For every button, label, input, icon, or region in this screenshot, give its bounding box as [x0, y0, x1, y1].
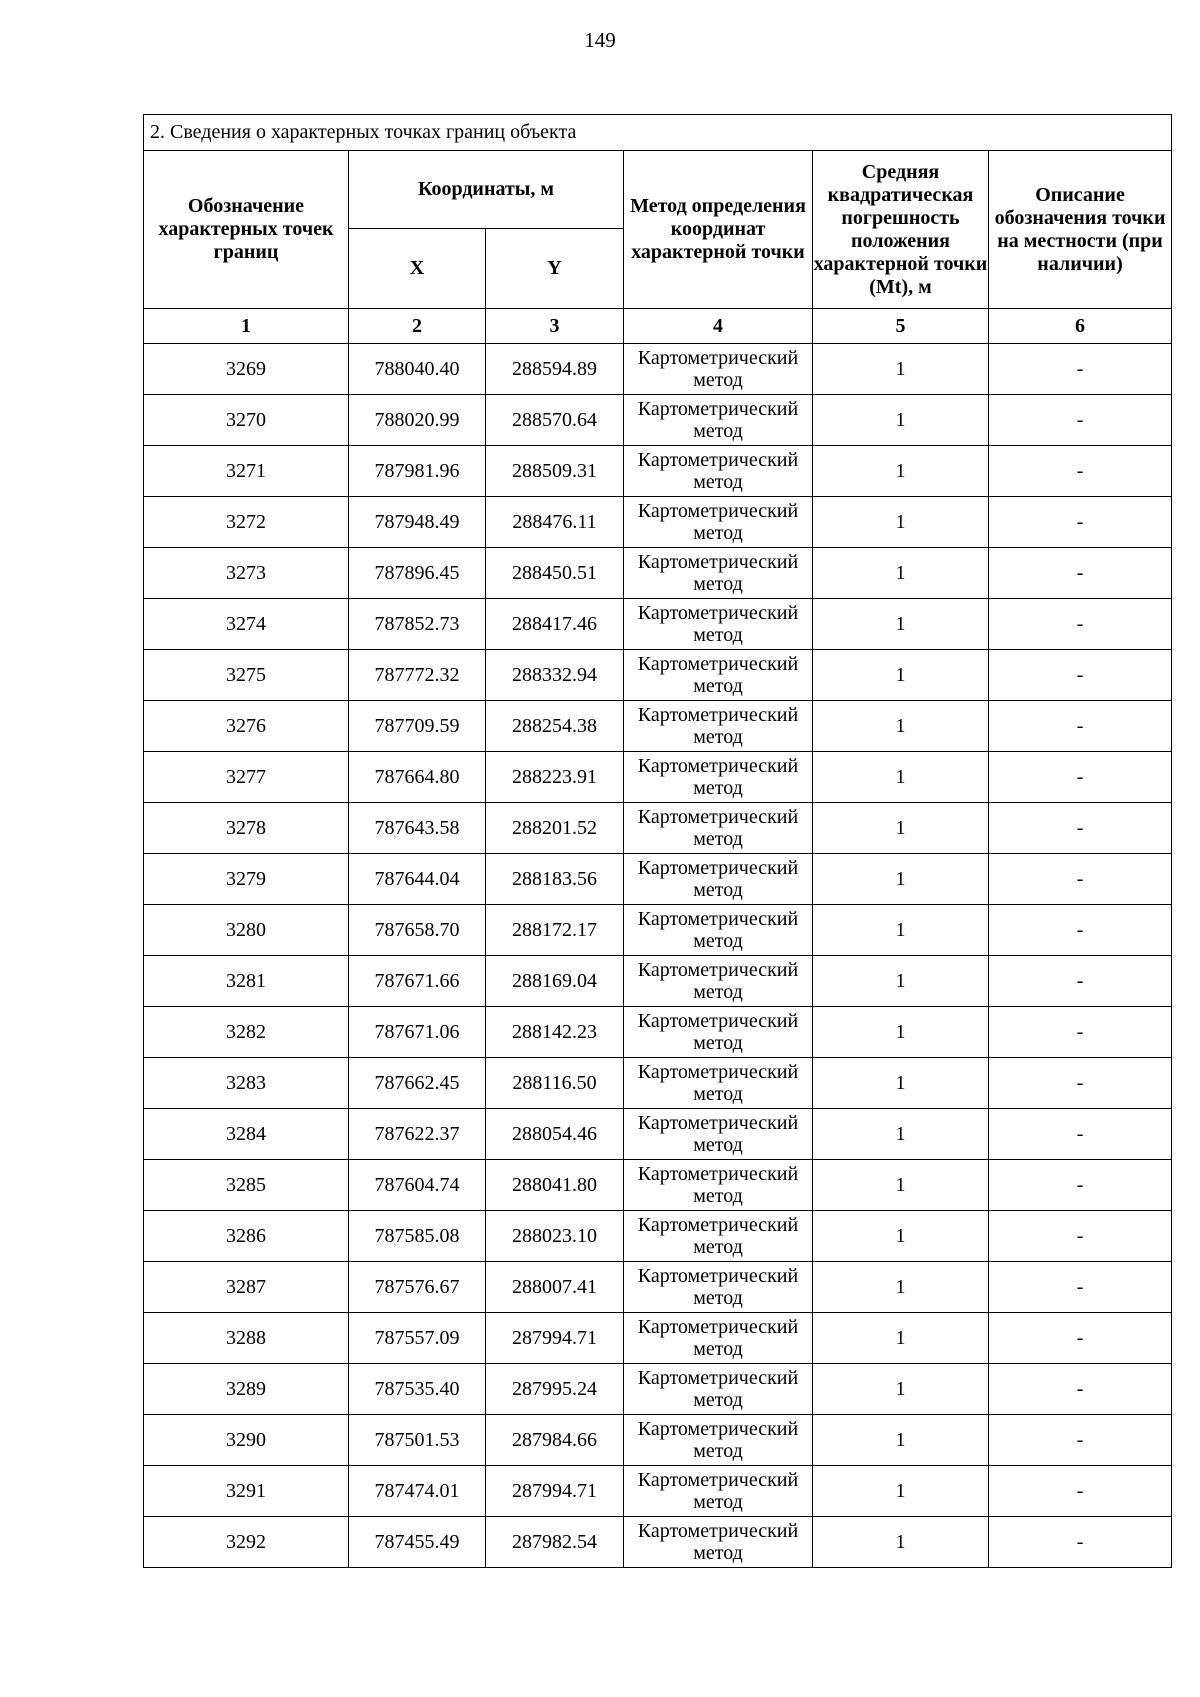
error-cell: 1 [813, 344, 989, 395]
method-text: метод [693, 1032, 743, 1054]
x-coordinate-cell: 787658.70 [349, 905, 486, 956]
table-row [144, 1466, 1172, 1517]
table-body [144, 115, 1172, 1568]
method-cell [624, 1415, 813, 1466]
point-id-cell: 3283 [144, 1058, 349, 1109]
y-coordinate-cell: 287982.54 [486, 1517, 624, 1568]
y-coordinate-cell: 288332.94 [486, 650, 624, 701]
error-cell: 1 [813, 752, 989, 803]
description-cell: - [989, 1109, 1172, 1160]
description-cell: - [989, 1160, 1172, 1211]
method-text: метод [693, 1440, 743, 1462]
description-cell: - [989, 803, 1172, 854]
method-cell [624, 1160, 813, 1211]
method-cell [624, 1058, 813, 1109]
method-text: метод [693, 1185, 743, 1207]
point-id-cell: 3269 [144, 344, 349, 395]
method-text: метод [693, 981, 743, 1003]
description-cell: - [989, 1415, 1172, 1466]
method-cell [624, 1466, 813, 1517]
x-coordinate-cell: 787644.04 [349, 854, 486, 905]
point-id-cell: 3276 [144, 701, 349, 752]
y-coordinate-cell: 288594.89 [486, 344, 624, 395]
y-coordinate-cell: 288223.91 [486, 752, 624, 803]
method-text: метод [693, 1236, 743, 1258]
error-cell: 1 [813, 1160, 989, 1211]
column-number: 1 [144, 309, 349, 344]
x-coordinate-cell: 787981.96 [349, 446, 486, 497]
error-cell: 1 [813, 905, 989, 956]
method-text: Картометрический [637, 1367, 799, 1389]
description-cell: - [989, 701, 1172, 752]
method-text: метод [693, 1338, 743, 1360]
method-text: Картометрический [637, 1061, 799, 1083]
description-cell: - [989, 956, 1172, 1007]
point-id-cell: 3289 [144, 1364, 349, 1415]
table-row [144, 803, 1172, 854]
x-coordinate-cell: 787671.06 [349, 1007, 486, 1058]
y-coordinate-cell: 288142.23 [486, 1007, 624, 1058]
y-coordinate-cell: 288509.31 [486, 446, 624, 497]
table-row [144, 599, 1172, 650]
x-coordinate-cell: 787709.59 [349, 701, 486, 752]
point-id-cell: 3292 [144, 1517, 349, 1568]
y-coordinate-cell: 288254.38 [486, 701, 624, 752]
table-caption-row [144, 115, 1172, 151]
method-text: Картометрический [637, 959, 799, 981]
method-text: метод [693, 1491, 743, 1513]
method-text: метод [693, 828, 743, 850]
method-cell [624, 344, 813, 395]
method-text: Картометрический [637, 449, 799, 471]
description-cell: - [989, 1313, 1172, 1364]
x-coordinate-cell: 787474.01 [349, 1466, 486, 1517]
x-coordinate-cell: 788040.40 [349, 344, 486, 395]
method-text: Картометрический [637, 1316, 799, 1338]
error-cell: 1 [813, 1007, 989, 1058]
method-text: метод [693, 1287, 743, 1309]
boundary-points-table [143, 114, 1172, 1568]
description-cell: - [989, 344, 1172, 395]
column-number: 2 [349, 309, 486, 344]
point-id-cell: 3272 [144, 497, 349, 548]
method-cell [624, 701, 813, 752]
x-coordinate-cell: 787604.74 [349, 1160, 486, 1211]
method-text: Картометрический [637, 1112, 799, 1134]
description-cell: - [989, 905, 1172, 956]
table-row [144, 956, 1172, 1007]
table-row [144, 497, 1172, 548]
error-cell: 1 [813, 1313, 989, 1364]
method-cell [624, 956, 813, 1007]
table-row [144, 650, 1172, 701]
point-id-cell: 3286 [144, 1211, 349, 1262]
point-id-cell: 3290 [144, 1415, 349, 1466]
error-cell: 1 [813, 650, 989, 701]
description-cell: - [989, 548, 1172, 599]
point-id-cell: 3282 [144, 1007, 349, 1058]
y-coordinate-cell: 287994.71 [486, 1313, 624, 1364]
method-text: метод [693, 1083, 743, 1105]
description-cell: - [989, 1364, 1172, 1415]
method-cell [624, 446, 813, 497]
point-id-cell: 3291 [144, 1466, 349, 1517]
column-number: 6 [989, 309, 1172, 344]
column-numbers-row [144, 309, 1172, 344]
x-coordinate-cell: 787852.73 [349, 599, 486, 650]
x-coordinate-cell: 787576.67 [349, 1262, 486, 1313]
method-cell [624, 548, 813, 599]
description-cell: - [989, 446, 1172, 497]
method-text: метод [693, 1542, 743, 1564]
point-id-cell: 3273 [144, 548, 349, 599]
method-cell [624, 650, 813, 701]
table-row [144, 395, 1172, 446]
error-cell: 1 [813, 497, 989, 548]
description-cell: - [989, 395, 1172, 446]
method-cell [624, 395, 813, 446]
table-row [144, 1415, 1172, 1466]
x-coordinate-cell: 787585.08 [349, 1211, 486, 1262]
point-id-cell: 3275 [144, 650, 349, 701]
method-text: метод [693, 369, 743, 391]
method-text: Картометрический [637, 398, 799, 420]
error-cell: 1 [813, 599, 989, 650]
y-coordinate-cell: 288023.10 [486, 1211, 624, 1262]
header-coordinates: Координаты, м [349, 151, 624, 229]
x-coordinate-cell: 787455.49 [349, 1517, 486, 1568]
error-cell: 1 [813, 1058, 989, 1109]
x-coordinate-cell: 788020.99 [349, 395, 486, 446]
method-cell [624, 1517, 813, 1568]
y-coordinate-cell: 287995.24 [486, 1364, 624, 1415]
table-row [144, 1058, 1172, 1109]
x-coordinate-cell: 787557.09 [349, 1313, 486, 1364]
method-text: метод [693, 930, 743, 952]
error-cell: 1 [813, 1364, 989, 1415]
description-cell: - [989, 497, 1172, 548]
y-coordinate-cell: 288417.46 [486, 599, 624, 650]
method-cell [624, 1262, 813, 1313]
table-caption: 2. Сведения о характерных точках границ объекта [144, 115, 1172, 151]
point-id-cell: 3284 [144, 1109, 349, 1160]
error-cell: 1 [813, 1211, 989, 1262]
method-text: Картометрический [637, 1418, 799, 1440]
error-cell: 1 [813, 1466, 989, 1517]
point-id-cell: 3271 [144, 446, 349, 497]
description-cell: - [989, 1262, 1172, 1313]
method-text: метод [693, 777, 743, 799]
table-row [144, 1211, 1172, 1262]
x-coordinate-cell: 787643.58 [349, 803, 486, 854]
description-cell: - [989, 1517, 1172, 1568]
method-text: метод [693, 879, 743, 901]
error-cell: 1 [813, 854, 989, 905]
method-text: метод [693, 420, 743, 442]
table-row [144, 752, 1172, 803]
y-coordinate-cell: 287984.66 [486, 1415, 624, 1466]
error-cell: 1 [813, 1517, 989, 1568]
point-id-cell: 3288 [144, 1313, 349, 1364]
error-cell: 1 [813, 1109, 989, 1160]
table-row [144, 446, 1172, 497]
method-cell [624, 599, 813, 650]
method-text: Картометрический [637, 602, 799, 624]
y-coordinate-cell: 288169.04 [486, 956, 624, 1007]
method-text: Картометрический [637, 1163, 799, 1185]
y-coordinate-cell: 288054.46 [486, 1109, 624, 1160]
method-cell [624, 854, 813, 905]
method-cell [624, 1109, 813, 1160]
x-coordinate-cell: 787662.45 [349, 1058, 486, 1109]
method-cell [624, 905, 813, 956]
table-row [144, 344, 1172, 395]
header-description: Описание обозначения точки на местности (при наличии) [989, 151, 1172, 309]
point-id-cell: 3287 [144, 1262, 349, 1313]
table-row [144, 1160, 1172, 1211]
method-text: метод [693, 522, 743, 544]
header-method: Метод определения координат характерной точки [624, 151, 813, 309]
table-row [144, 854, 1172, 905]
method-text: Картометрический [637, 806, 799, 828]
error-cell: 1 [813, 1415, 989, 1466]
method-text: Картометрический [637, 755, 799, 777]
y-coordinate-cell: 288172.17 [486, 905, 624, 956]
column-number: 3 [486, 309, 624, 344]
description-cell: - [989, 1466, 1172, 1517]
table-row [144, 701, 1172, 752]
point-id-cell: 3285 [144, 1160, 349, 1211]
error-cell: 1 [813, 1262, 989, 1313]
point-id-cell: 3277 [144, 752, 349, 803]
method-text: Картометрический [637, 1265, 799, 1287]
description-cell: - [989, 752, 1172, 803]
method-text: Картометрический [637, 500, 799, 522]
y-coordinate-cell: 288116.50 [486, 1058, 624, 1109]
method-cell [624, 497, 813, 548]
description-cell: - [989, 1058, 1172, 1109]
method-text: Картометрический [637, 551, 799, 573]
method-text: Картометрический [637, 908, 799, 930]
description-cell: - [989, 854, 1172, 905]
method-text: Картометрический [637, 1520, 799, 1542]
error-cell: 1 [813, 395, 989, 446]
column-number: 4 [624, 309, 813, 344]
method-cell [624, 803, 813, 854]
x-coordinate-cell: 787671.66 [349, 956, 486, 1007]
point-id-cell: 3280 [144, 905, 349, 956]
method-text: метод [693, 726, 743, 748]
table-row [144, 1007, 1172, 1058]
column-number: 5 [813, 309, 989, 344]
method-cell [624, 1364, 813, 1415]
x-coordinate-cell: 787501.53 [349, 1415, 486, 1466]
header-error: Средняя квадратическая погрешность положения характерной точки (Mt), м [813, 151, 989, 309]
method-text: Картометрический [637, 653, 799, 675]
error-cell: 1 [813, 446, 989, 497]
point-id-cell: 3270 [144, 395, 349, 446]
y-coordinate-cell: 288041.80 [486, 1160, 624, 1211]
method-text: метод [693, 1389, 743, 1411]
error-cell: 1 [813, 548, 989, 599]
table-row [144, 1262, 1172, 1313]
method-text: Картометрический [637, 704, 799, 726]
method-text: метод [693, 624, 743, 646]
description-cell: - [989, 650, 1172, 701]
point-id-cell: 3274 [144, 599, 349, 650]
y-coordinate-cell: 288007.41 [486, 1262, 624, 1313]
method-text: метод [693, 675, 743, 697]
y-coordinate-cell: 288183.56 [486, 854, 624, 905]
y-coordinate-cell: 288450.51 [486, 548, 624, 599]
method-text: метод [693, 1134, 743, 1156]
table-row [144, 1517, 1172, 1568]
table-row [144, 1109, 1172, 1160]
header-y: Y [486, 229, 624, 309]
method-text: Картометрический [637, 1469, 799, 1491]
page-number: 149 [584, 28, 616, 52]
point-id-cell: 3281 [144, 956, 349, 1007]
method-cell [624, 1211, 813, 1262]
y-coordinate-cell: 287994.71 [486, 1466, 624, 1517]
x-coordinate-cell: 787896.45 [349, 548, 486, 599]
method-text: Картометрический [637, 347, 799, 369]
method-cell [624, 1313, 813, 1364]
error-cell: 1 [813, 803, 989, 854]
method-cell [624, 752, 813, 803]
y-coordinate-cell: 288476.11 [486, 497, 624, 548]
header-row-1 [144, 151, 1172, 229]
x-coordinate-cell: 787622.37 [349, 1109, 486, 1160]
x-coordinate-cell: 787948.49 [349, 497, 486, 548]
error-cell: 1 [813, 956, 989, 1007]
x-coordinate-cell: 787664.80 [349, 752, 486, 803]
x-coordinate-cell: 787535.40 [349, 1364, 486, 1415]
x-coordinate-cell: 787772.32 [349, 650, 486, 701]
table-row [144, 548, 1172, 599]
method-text: Картометрический [637, 1010, 799, 1032]
y-coordinate-cell: 288201.52 [486, 803, 624, 854]
table-row [144, 1364, 1172, 1415]
description-cell: - [989, 1211, 1172, 1262]
method-text: Картометрический [637, 857, 799, 879]
point-id-cell: 3279 [144, 854, 349, 905]
table-row [144, 905, 1172, 956]
header-designation: Обозначение характерных точек границ [144, 151, 349, 309]
table-row [144, 1313, 1172, 1364]
method-text: Картометрический [637, 1214, 799, 1236]
y-coordinate-cell: 288570.64 [486, 395, 624, 446]
description-cell: - [989, 1007, 1172, 1058]
method-cell [624, 1007, 813, 1058]
point-id-cell: 3278 [144, 803, 349, 854]
method-text: метод [693, 573, 743, 595]
method-text: метод [693, 471, 743, 493]
description-cell: - [989, 599, 1172, 650]
error-cell: 1 [813, 701, 989, 752]
header-x: X [349, 229, 486, 309]
